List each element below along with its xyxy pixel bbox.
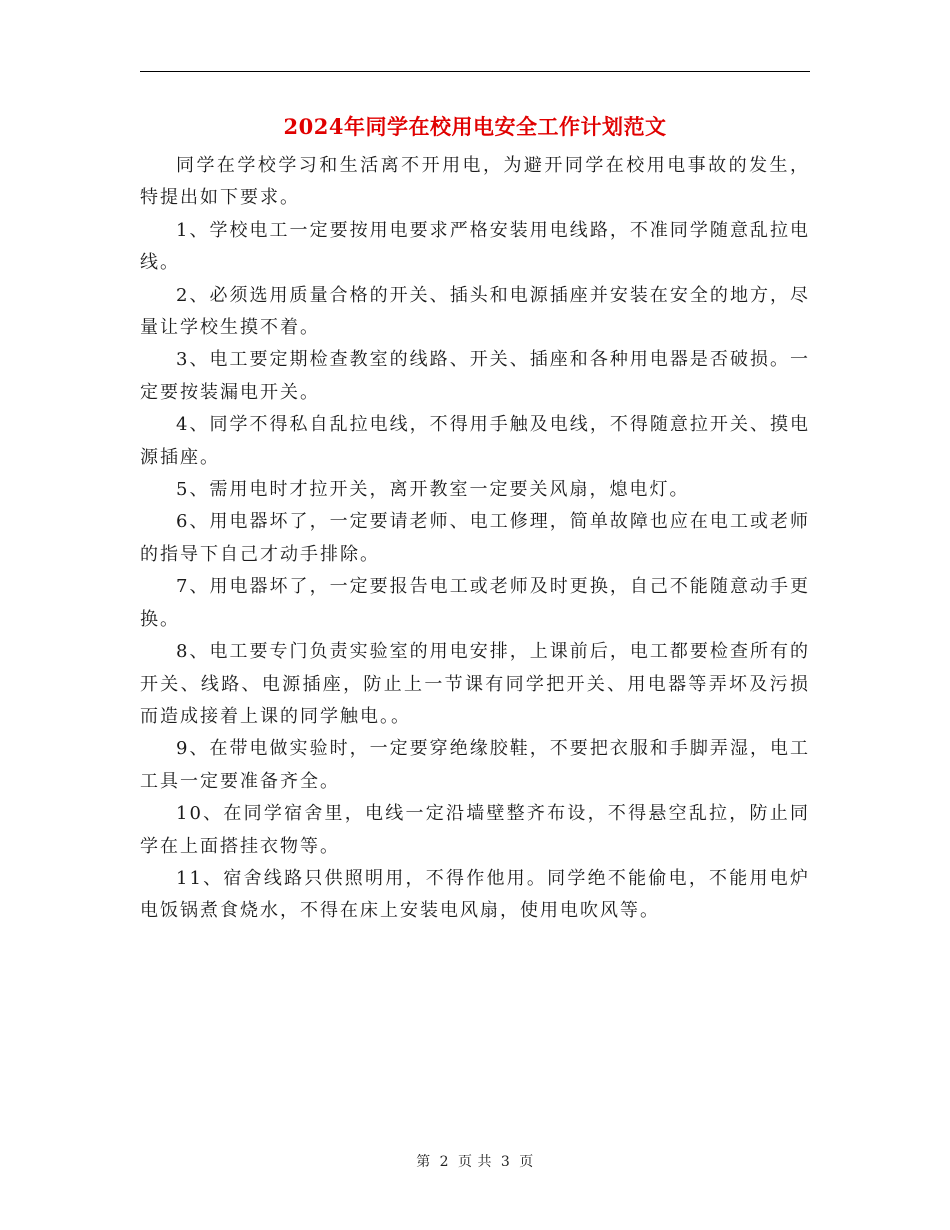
intro-paragraph: 同学在学校学习和生活离不开用电，为避开同学在校用电事故的发生，特提出如下要求。 — [140, 155, 810, 209]
page-number-footer — [0, 1152, 950, 1172]
footer-total-pages: 3 — [500, 1154, 511, 1170]
document-body — [140, 150, 810, 928]
rule-item-8: 8、电工要专门负责实验室的用电安排，上课前后，电工都要检查所有的开关、线路、电源插座，防止上一节课有同学把开关、用电器等弄坏及污损而造成接着上课的同学触电。。 — [140, 641, 810, 727]
document-title: 2024年同学在校用电安全工作计划范文 — [283, 114, 667, 139]
rule-item-5: 5、需用电时才拉开关，离开教室一定要关风扇，熄电灯。 — [176, 479, 690, 501]
rule-item-9: 9、在带电做实验时，一定要穿绝缘胶鞋，不要把衣服和手脚弄湿，电工工具一定要准备齐全。 — [140, 738, 810, 792]
footer-suffix: 页 — [519, 1154, 534, 1170]
rule-item-1: 1、学校电工一定要按用电要求严格安装用电线路，不准同学随意乱拉电线。 — [140, 219, 810, 274]
rule-item-2: 2、必须选用质量合格的开关、插头和电源插座并安装在安全的地方，尽量让学校生摸不着。 — [140, 284, 810, 339]
rule-item-7: 7、用电器坏了，一定要报告电工或老师及时更换，自己不能随意动手更换。 — [140, 576, 810, 630]
rule-item-3: 3、电工要定期检查教室的线路、开关、插座和各种用电器是否破损。一定要按装漏电开关。 — [140, 349, 810, 403]
header-rule — [140, 71, 810, 72]
rule-item-4: 4、同学不得私自乱拉电线，不得用手触及电线，不得随意拉开关、摸电源插座。 — [140, 414, 810, 468]
rule-item-6: 6、用电器坏了，一定要请老师、电工修理，简单故障也应在电工或老师的指导下自己才动手排除。 — [140, 511, 810, 565]
footer-prefix: 第 — [416, 1154, 431, 1170]
footer-current-page: 2 — [439, 1154, 450, 1170]
footer-middle: 页 共 — [458, 1154, 492, 1170]
rule-item-11: 11、宿舍线路只供照明用，不得作他用。同学绝不能偷电，不能用电炉电饭锅煮食烧水，不得在床上安装电风扇，使用电吹风等。 — [140, 867, 810, 922]
rule-item-10: 10、在同学宿舍里，电线一定沿墙壁整齐布设，不得悬空乱拉，防止同学在上面搭挂衣物等。 — [140, 803, 810, 857]
